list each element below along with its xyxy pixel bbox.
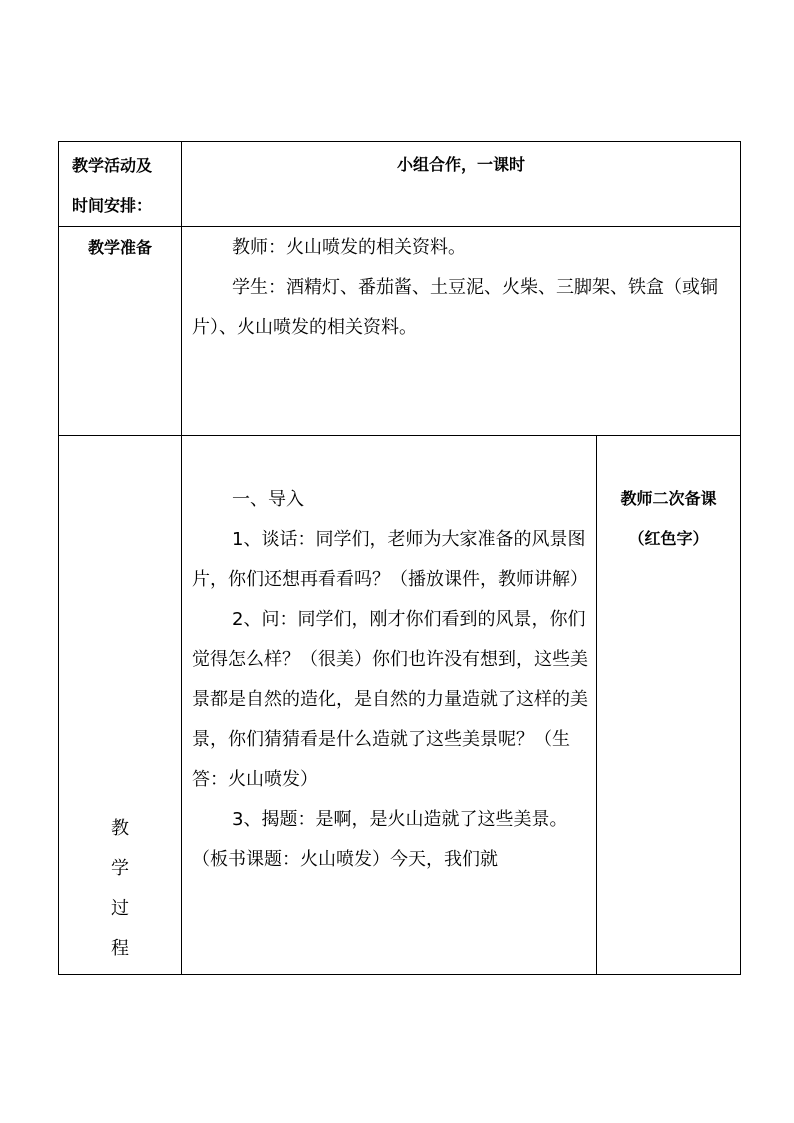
process-label-char-1: 教 (111, 818, 129, 839)
process-label-char-3: 过 (111, 898, 129, 919)
process-paragraph-3: 3、揭题：是啊，是火山造就了这些美景。（板书课题：火山喷发）今天，我们就 (192, 809, 568, 870)
preparation-content-cell (182, 227, 741, 436)
secondary-prep-cell (597, 436, 741, 975)
activity-time-value-cell (182, 142, 741, 227)
activity-time-value: 小组合作，一课时 (397, 155, 526, 174)
activity-time-label-line2: 时间安排： (72, 196, 153, 215)
row-activity-time (59, 142, 741, 227)
process-label-cell (59, 436, 182, 975)
activity-time-label-line1: 教学活动及 (72, 156, 153, 175)
secondary-prep-note: （红色字） (628, 529, 709, 548)
preparation-student: 学生：酒精灯、番茄酱、土豆泥、火柴、三脚架、铁盒（或铜片）、火山喷发的相关资料。 (192, 277, 718, 338)
process-section-heading: 一、导入 (232, 489, 304, 510)
preparation-label-cell (59, 227, 182, 436)
preparation-label: 教学准备 (87, 238, 152, 257)
row-preparation (59, 227, 741, 436)
process-label-char-2: 学 (111, 858, 129, 879)
secondary-prep-title: 教师二次备课 (620, 489, 717, 508)
activity-time-label-cell (59, 142, 182, 227)
preparation-teacher: 教师：火山喷发的相关资料。 (232, 237, 466, 258)
process-content-cell (182, 436, 597, 975)
process-label-char-4: 程 (111, 938, 129, 959)
row-process (59, 436, 741, 975)
process-paragraph-1: 1、谈话：同学们，老师为大家准备的风景图片，你们还想再看看吗？（播放课件，教师讲解） (192, 529, 588, 590)
process-paragraph-2: 2、问：同学们，刚才你们看到的风景，你们觉得怎么样？（很美）你们也许没有想到，这些美景都是自然的造化，是自然的力量造就了这样的美景，你们猜猜看是什么造就了这些美景呢？（生答：火山喷发） (192, 609, 588, 790)
lesson-plan-table (58, 141, 741, 975)
